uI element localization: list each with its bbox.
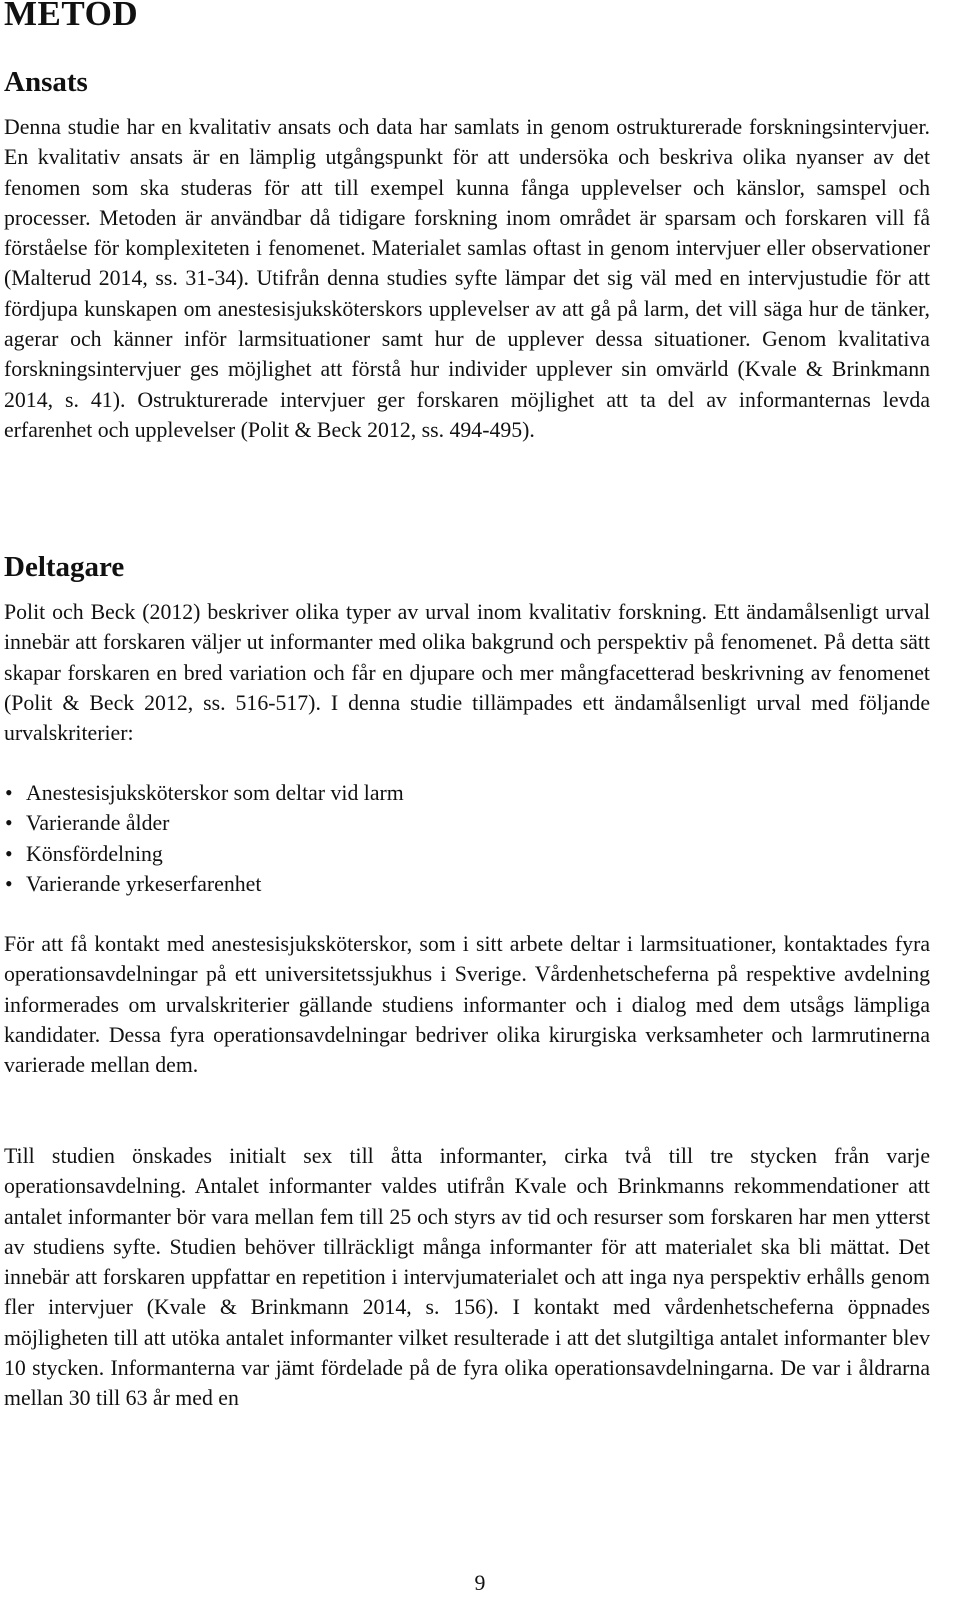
page-number: 9 xyxy=(474,1571,486,1595)
bullet-icon: • xyxy=(5,841,13,866)
criterion-text: Anestesisjuksköterskor som deltar vid larm xyxy=(26,781,404,805)
bullet-icon: • xyxy=(5,871,13,896)
chapter-title: METOD xyxy=(4,0,139,33)
section-heading-deltagare: Deltagare xyxy=(4,551,125,583)
list-item xyxy=(4,869,930,899)
bullet-icon: • xyxy=(5,781,13,805)
list-item xyxy=(4,839,930,869)
criterion-text: Varierande ålder xyxy=(26,811,170,836)
criterion-text: Varierande yrkeserfarenhet xyxy=(26,871,262,896)
selection-criteria-list xyxy=(4,778,930,899)
deltagare-sample-size-paragraph: Till studien önskades initialt sex till åtta informanter, cirka två till tre stycken från varje operationsavdelning. Antalet informanter valdes utifrån Kvale och Brinkmanns rekommendationer att antalet informanter bör vara mellan fem till 25 och styrs av tid och resurser som forskaren har men ytterst av studiens syfte. Studien behöver tillräckligt många informanter för att materialet ska bli mättat. Det innebär att forskaren uppfattar en repetition i intervjumaterialet och att inga nya perspektiv erhålls genom fler intervjuer (Kvale & Brinkmann 2014, s. 156). I kontakt med vårdenhetscheferna öppnades möjligheten till att utöka antalet informanter vilket resulterade i att det slutgiltiga antalet informanter blev 10 stycken. Informanterna var jämt fördelade på de fyra olika operationsavdelningarna. De var i åldrarna mellan 30 till 63 år med en xyxy=(4,1144,930,1411)
bullet-icon: • xyxy=(5,811,13,836)
deltagare-contact-paragraph: För att få kontakt med anestesisjuksköterskor, som i sitt arbete deltar i larmsituationer, kontaktades fyra operationsavdelningar på ett universitetssjukhus i Sverige. Vårdenhetscheferna på respektive avdelning informerades om urvalskriterier gällande studiens informanter och i dialog med dem utsågs lämpliga kandidater. Dessa fyra operationsavdelningar bedriver olika kirurgiska verksamheter och larmrutinerna varierade mellan dem. xyxy=(4,932,930,1078)
section-heading-ansats: Ansats xyxy=(4,66,88,98)
list-item xyxy=(4,808,930,838)
list-item xyxy=(4,778,930,808)
ansats-paragraph: Denna studie har en kvalitativ ansats och data har samlats in genom ostrukturerade forskningsintervjuer. En kvalitativ ansats är en lämplig utgångspunkt för att undersöka och beskriva olika nyanser av det fenomen som ska studeras för att till exempel kunna fånga upplevelser och känslor, samspel och processer. Metoden är användbar då tidigare forskning inom området är sparsam och forskaren vill få förståelse för komplexiteten i fenomenet. Materialet samlas oftast in genom intervjuer eller observationer (Malterud 2014, ss. 31-34). Utifrån denna studies syfte lämpar det sig väl med en intervjustudie för att fördjupa kunskapen om anestesisjuksköterskors upplevelser av att gå på larm, det vill säga hur de tänker, agerar och känner inför larmsituationer samt hur de upplever dessa situationer. Genom kvalitativa forskningsintervjuer ges möjlighet att förstå hur individer upplever sin omvärld (Kvale & Brinkmann 2014, s. 41). Ostrukturerade intervjuer ger forskaren möjlighet att ta del av informanternas levda erfarenhet och upplevelser (Polit & Beck 2012, ss. 494-495). xyxy=(4,115,930,442)
criterion-text: Könsfördelning xyxy=(26,841,163,866)
deltagare-intro-paragraph: Polit och Beck (2012) beskriver olika typer av urval inom kvalitativ forskning. Ett ändamålsenligt urval innebär att forskaren väljer ut informanter med olika bakgrund och perspektiv på fenomenet. På detta sätt skapar forskaren en bred variation och får en djupare och mer mångfacetterad beskrivning av fenomenet (Polit & Beck 2012, ss. 516-517). I denna studie tillämpades ett ändamålsenligt urval med följande urvalskriterier: xyxy=(4,600,930,746)
